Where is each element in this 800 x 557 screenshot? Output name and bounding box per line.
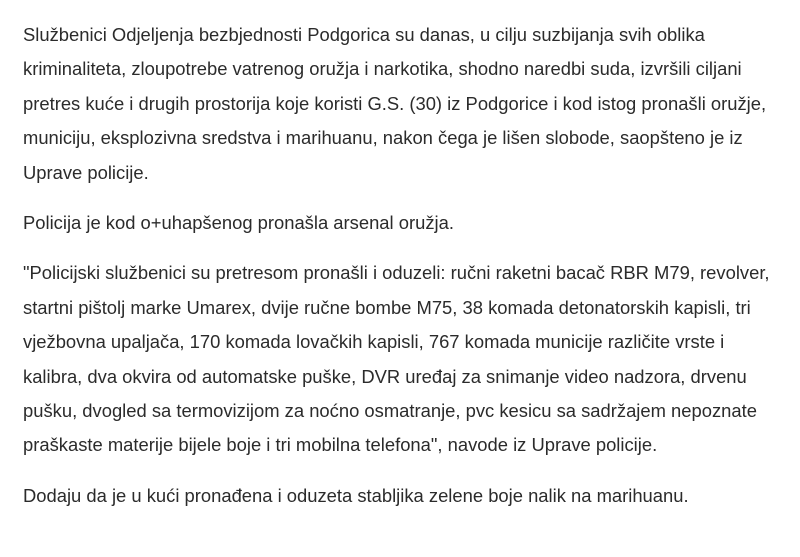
article-paragraph-4: Dodaju da je u kući pronađena i oduzeta stabljika zelene boje nalik na marihuanu.	[23, 484, 689, 506]
article-paragraph-3: "Policijski službenici su pretresom pronašli i oduzeli: ručni raketni bacač RBR M79, revolver, startni pištolj marke Umarex, dvije ručne bombe M75, 38 komada detonatorskih kapisli, tri vježbovna upaljača, 170 komada lovačkih kapisli, 767 komada municije različite vrste i kalibra, dva okvira od automatske puške, DVR uređaj za snimanje video nadzora, drvenu pušku, dvogled sa termovizijom za noćno osmatranje, pvc kesicu sa sadržajem nepoznate praškaste materije bijele boje i tri mobilna telefona", navode iz Uprave policije.	[23, 262, 770, 456]
article-body	[23, 18, 783, 529]
article-paragraph-1: Službenici Odjeljenja bezbjednosti Podgorica su danas, u cilju suzbijanja svih oblika kriminaliteta, zloupotrebe vatrenog oružja i narkotika, shodno naredbi suda, izvršili ciljani pretres kuće i drugih prostorija koje koristi G.S. (30) iz Podgorice i kod istog pronašli oružje, municiju, eksplozivna sredstva i marihuanu, nakon čega je lišen slobode, saopšteno je iz Uprave policije.	[23, 24, 767, 183]
article-paragraph-2: Policija je kod o+uhapšenog pronašla arsenal oružja.	[23, 212, 454, 234]
